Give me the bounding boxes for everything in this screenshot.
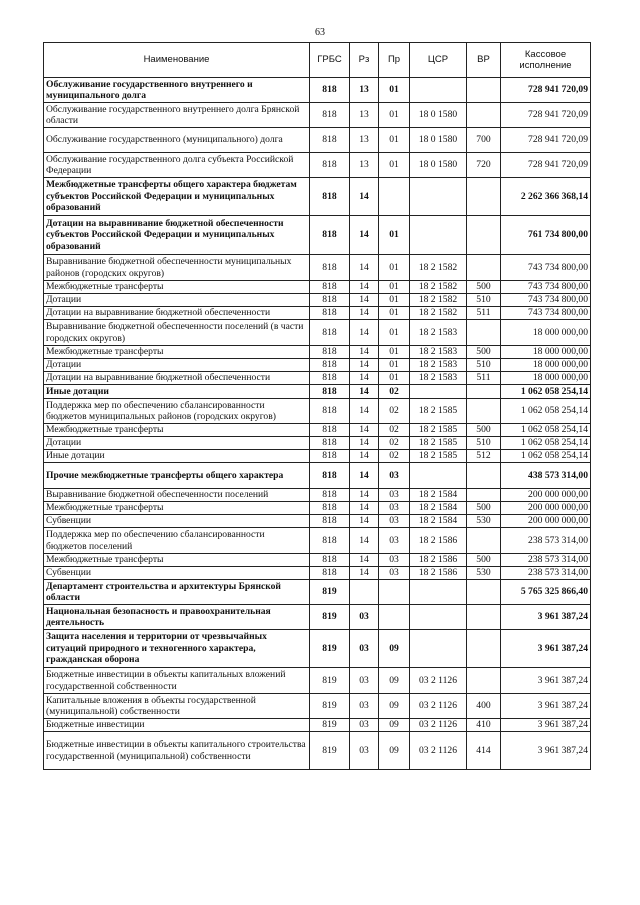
cell-grbs: 819 — [310, 719, 350, 732]
cell-name: Капитальные вложения в объекты государственной (муниципальной) собственности — [44, 694, 310, 719]
cell-rz: 14 — [350, 294, 379, 307]
table-row — [44, 605, 591, 630]
cell-pr: 01 — [379, 216, 410, 255]
cell-amount: 18 000 000,00 — [501, 359, 591, 372]
cell-csr: 18 2 1582 — [410, 307, 467, 320]
cell-rz: 14 — [350, 450, 379, 463]
cell-amount: 18 000 000,00 — [501, 320, 591, 346]
header-csr: ЦСР — [410, 43, 467, 78]
table-row — [44, 385, 591, 399]
cell-amount: 743 734 800,00 — [501, 294, 591, 307]
cell-grbs: 819 — [310, 630, 350, 668]
cell-amount: 238 573 314,00 — [501, 554, 591, 567]
cell-csr — [410, 463, 467, 489]
cell-pr — [379, 178, 410, 216]
cell-grbs: 818 — [310, 281, 350, 294]
header-amount: Кассовое исполнение — [501, 43, 591, 78]
cell-amount: 1 062 058 254,14 — [501, 437, 591, 450]
cell-csr: 03 2 1126 — [410, 694, 467, 719]
cell-name: Субвенции — [44, 567, 310, 580]
cell-rz: 13 — [350, 103, 379, 128]
cell-grbs: 818 — [310, 178, 350, 216]
cell-vr: 500 — [467, 281, 501, 294]
cell-pr: 03 — [379, 463, 410, 489]
cell-pr: 09 — [379, 668, 410, 694]
cell-grbs: 818 — [310, 450, 350, 463]
cell-vr: 510 — [467, 359, 501, 372]
table-row — [44, 399, 591, 424]
table-row — [44, 320, 591, 346]
cell-csr — [410, 630, 467, 668]
cell-pr: 01 — [379, 128, 410, 153]
cell-csr: 03 2 1126 — [410, 719, 467, 732]
cell-csr — [410, 580, 467, 605]
cell-name: Иные дотации — [44, 450, 310, 463]
cell-name: Дотации — [44, 437, 310, 450]
cell-amount: 1 062 058 254,14 — [501, 399, 591, 424]
cell-amount: 3 961 387,24 — [501, 605, 591, 630]
cell-amount: 238 573 314,00 — [501, 567, 591, 580]
table-row — [44, 281, 591, 294]
cell-amount: 728 941 720,09 — [501, 103, 591, 128]
cell-amount: 200 000 000,00 — [501, 502, 591, 515]
cell-pr — [379, 580, 410, 605]
cell-grbs: 818 — [310, 320, 350, 346]
cell-rz — [350, 580, 379, 605]
cell-pr: 02 — [379, 424, 410, 437]
cell-vr: 414 — [467, 732, 501, 770]
cell-rz: 14 — [350, 385, 379, 399]
cell-amount: 743 734 800,00 — [501, 255, 591, 281]
cell-name: Дотации — [44, 294, 310, 307]
cell-pr: 03 — [379, 489, 410, 502]
cell-rz: 03 — [350, 605, 379, 630]
table-row — [44, 528, 591, 554]
cell-rz: 03 — [350, 668, 379, 694]
cell-vr: 500 — [467, 424, 501, 437]
cell-rz: 14 — [350, 255, 379, 281]
cell-name: Обслуживание государственного долга субъекта Российской Федерации — [44, 153, 310, 178]
cell-rz: 03 — [350, 694, 379, 719]
cell-grbs: 818 — [310, 463, 350, 489]
cell-vr — [467, 399, 501, 424]
cell-grbs: 819 — [310, 732, 350, 770]
cell-amount: 728 941 720,09 — [501, 128, 591, 153]
cell-vr: 511 — [467, 372, 501, 385]
cell-csr: 18 2 1585 — [410, 437, 467, 450]
cell-rz: 14 — [350, 178, 379, 216]
table-row — [44, 502, 591, 515]
cell-amount: 743 734 800,00 — [501, 281, 591, 294]
cell-rz: 14 — [350, 346, 379, 359]
cell-csr: 18 2 1584 — [410, 489, 467, 502]
cell-vr — [467, 103, 501, 128]
cell-name: Защита населения и территории от чрезвычайных ситуаций природного и техногенного характера, гражданская оборона — [44, 630, 310, 668]
cell-grbs: 818 — [310, 437, 350, 450]
cell-vr — [467, 255, 501, 281]
cell-grbs: 819 — [310, 694, 350, 719]
cell-vr — [467, 580, 501, 605]
table-row — [44, 255, 591, 281]
cell-pr: 02 — [379, 450, 410, 463]
cell-grbs: 818 — [310, 128, 350, 153]
cell-amount: 200 000 000,00 — [501, 489, 591, 502]
cell-csr: 18 0 1580 — [410, 128, 467, 153]
cell-grbs: 818 — [310, 153, 350, 178]
cell-csr — [410, 78, 467, 103]
cell-name: Дотации на выравнивание бюджетной обеспеченности — [44, 372, 310, 385]
cell-csr: 18 2 1582 — [410, 294, 467, 307]
cell-pr: 02 — [379, 437, 410, 450]
cell-vr — [467, 216, 501, 255]
cell-amount: 1 062 058 254,14 — [501, 385, 591, 399]
cell-rz: 03 — [350, 630, 379, 668]
table-row — [44, 103, 591, 128]
table-row — [44, 694, 591, 719]
cell-csr — [410, 605, 467, 630]
cell-pr: 01 — [379, 307, 410, 320]
cell-name: Обслуживание государственного (муниципального) долга — [44, 128, 310, 153]
cell-csr: 18 2 1584 — [410, 515, 467, 528]
cell-grbs: 818 — [310, 255, 350, 281]
cell-pr: 02 — [379, 399, 410, 424]
cell-csr: 18 2 1586 — [410, 528, 467, 554]
cell-amount: 3 961 387,24 — [501, 668, 591, 694]
table-row — [44, 216, 591, 255]
cell-vr — [467, 78, 501, 103]
cell-rz: 14 — [350, 489, 379, 502]
cell-csr: 18 2 1583 — [410, 346, 467, 359]
cell-vr — [467, 320, 501, 346]
cell-amount: 2 262 366 368,14 — [501, 178, 591, 216]
cell-name: Межбюджетные трансферты — [44, 346, 310, 359]
cell-csr: 03 2 1126 — [410, 732, 467, 770]
cell-name: Выравнивание бюджетной обеспеченности муниципальных районов (городских округов) — [44, 255, 310, 281]
cell-name: Обслуживание государственного внутреннего долга Брянской области — [44, 103, 310, 128]
table-row — [44, 567, 591, 580]
table-row — [44, 307, 591, 320]
cell-vr: 500 — [467, 346, 501, 359]
cell-csr — [410, 216, 467, 255]
cell-grbs: 818 — [310, 294, 350, 307]
table-row — [44, 153, 591, 178]
cell-rz: 14 — [350, 463, 379, 489]
cell-vr: 511 — [467, 307, 501, 320]
table-row — [44, 359, 591, 372]
cell-rz: 14 — [350, 515, 379, 528]
cell-name: Выравнивание бюджетной обеспеченности поселений (в части городских округов) — [44, 320, 310, 346]
cell-pr: 03 — [379, 515, 410, 528]
table-row — [44, 78, 591, 103]
cell-amount: 3 961 387,24 — [501, 694, 591, 719]
cell-grbs: 818 — [310, 489, 350, 502]
header-grbs: ГРБС — [310, 43, 350, 78]
cell-grbs: 818 — [310, 78, 350, 103]
cell-rz: 14 — [350, 554, 379, 567]
cell-vr: 720 — [467, 153, 501, 178]
cell-rz: 14 — [350, 399, 379, 424]
cell-pr: 01 — [379, 153, 410, 178]
cell-name: Дотации на выравнивание бюджетной обеспеченности — [44, 307, 310, 320]
cell-pr: 01 — [379, 320, 410, 346]
cell-name: Иные дотации — [44, 385, 310, 399]
cell-pr: 09 — [379, 719, 410, 732]
cell-vr: 510 — [467, 437, 501, 450]
cell-amount: 438 573 314,00 — [501, 463, 591, 489]
cell-grbs: 818 — [310, 502, 350, 515]
cell-grbs: 818 — [310, 528, 350, 554]
cell-name: Дотации на выравнивание бюджетной обеспеченности субъектов Российской Федерации и муниципальных образований — [44, 216, 310, 255]
cell-csr: 03 2 1126 — [410, 668, 467, 694]
cell-name: Департамент строительства и архитектуры Брянской области — [44, 580, 310, 605]
cell-vr: 700 — [467, 128, 501, 153]
table-header-row — [44, 43, 591, 78]
cell-pr: 09 — [379, 630, 410, 668]
table-row — [44, 732, 591, 770]
table-row — [44, 668, 591, 694]
table-row — [44, 580, 591, 605]
table-row — [44, 424, 591, 437]
cell-csr — [410, 385, 467, 399]
cell-name: Межбюджетные трансферты общего характера бюджетам субъектов Российской Федерации и муниципальных образований — [44, 178, 310, 216]
cell-name: Субвенции — [44, 515, 310, 528]
table-row — [44, 489, 591, 502]
cell-grbs: 818 — [310, 399, 350, 424]
cell-name: Бюджетные инвестиции в объекты капитального строительства государственной (муниципальной) собственности — [44, 732, 310, 770]
cell-csr: 18 0 1580 — [410, 103, 467, 128]
table-body — [44, 78, 591, 770]
cell-pr: 01 — [379, 294, 410, 307]
cell-name: Выравнивание бюджетной обеспеченности поселений — [44, 489, 310, 502]
cell-name: Бюджетные инвестиции в объекты капитальных вложений государственной собственности — [44, 668, 310, 694]
cell-name: Бюджетные инвестиции — [44, 719, 310, 732]
cell-grbs: 818 — [310, 346, 350, 359]
cell-rz: 13 — [350, 128, 379, 153]
table-row — [44, 437, 591, 450]
cell-grbs: 818 — [310, 372, 350, 385]
table-row — [44, 178, 591, 216]
cell-csr: 18 2 1585 — [410, 424, 467, 437]
cell-csr: 18 2 1583 — [410, 359, 467, 372]
cell-name: Национальная безопасность и правоохранительная деятельность — [44, 605, 310, 630]
cell-pr: 02 — [379, 385, 410, 399]
cell-rz: 14 — [350, 372, 379, 385]
cell-name: Дотации — [44, 359, 310, 372]
header-rz: Рз — [350, 43, 379, 78]
cell-rz: 03 — [350, 719, 379, 732]
cell-name: Поддержка мер по обеспечению сбалансированности бюджетов муниципальных районов (городских округов) — [44, 399, 310, 424]
cell-rz: 14 — [350, 437, 379, 450]
cell-vr — [467, 178, 501, 216]
cell-vr — [467, 668, 501, 694]
cell-name: Прочие межбюджетные трансферты общего характера — [44, 463, 310, 489]
cell-vr — [467, 528, 501, 554]
header-name: Наименование — [44, 43, 310, 78]
cell-grbs: 818 — [310, 359, 350, 372]
cell-rz: 14 — [350, 424, 379, 437]
cell-grbs: 818 — [310, 424, 350, 437]
table-row — [44, 346, 591, 359]
cell-pr: 01 — [379, 103, 410, 128]
cell-vr: 530 — [467, 567, 501, 580]
cell-amount: 761 734 800,00 — [501, 216, 591, 255]
table-row — [44, 630, 591, 668]
cell-csr: 18 2 1583 — [410, 320, 467, 346]
cell-vr: 500 — [467, 502, 501, 515]
cell-vr: 410 — [467, 719, 501, 732]
cell-csr: 18 2 1585 — [410, 399, 467, 424]
cell-rz: 14 — [350, 502, 379, 515]
cell-rz: 13 — [350, 153, 379, 178]
cell-grbs: 818 — [310, 515, 350, 528]
cell-name: Межбюджетные трансферты — [44, 502, 310, 515]
budget-table — [43, 42, 591, 770]
header-vr: ВР — [467, 43, 501, 78]
cell-rz: 14 — [350, 307, 379, 320]
cell-name: Межбюджетные трансферты — [44, 281, 310, 294]
cell-vr — [467, 605, 501, 630]
table-row — [44, 128, 591, 153]
cell-pr: 01 — [379, 281, 410, 294]
cell-csr: 18 2 1586 — [410, 554, 467, 567]
cell-csr: 18 2 1586 — [410, 567, 467, 580]
cell-amount: 18 000 000,00 — [501, 372, 591, 385]
cell-vr: 512 — [467, 450, 501, 463]
cell-csr: 18 2 1582 — [410, 255, 467, 281]
cell-pr: 01 — [379, 372, 410, 385]
cell-amount: 3 961 387,24 — [501, 630, 591, 668]
cell-rz: 14 — [350, 216, 379, 255]
cell-vr: 530 — [467, 515, 501, 528]
cell-pr: 09 — [379, 694, 410, 719]
cell-amount: 728 941 720,09 — [501, 153, 591, 178]
cell-rz: 14 — [350, 281, 379, 294]
cell-grbs: 818 — [310, 554, 350, 567]
cell-rz: 13 — [350, 78, 379, 103]
cell-amount: 5 765 325 866,40 — [501, 580, 591, 605]
cell-rz: 14 — [350, 320, 379, 346]
table-row — [44, 450, 591, 463]
cell-amount: 728 941 720,09 — [501, 78, 591, 103]
cell-rz: 14 — [350, 359, 379, 372]
cell-name: Поддержка мер по обеспечению сбалансированности бюджетов поселений — [44, 528, 310, 554]
cell-pr: 03 — [379, 554, 410, 567]
cell-pr: 01 — [379, 359, 410, 372]
cell-grbs: 818 — [310, 385, 350, 399]
cell-vr: 500 — [467, 554, 501, 567]
cell-vr — [467, 385, 501, 399]
cell-rz: 14 — [350, 528, 379, 554]
table-row — [44, 719, 591, 732]
cell-pr: 01 — [379, 78, 410, 103]
table-row — [44, 372, 591, 385]
cell-grbs: 818 — [310, 216, 350, 255]
table-row — [44, 463, 591, 489]
cell-pr: 09 — [379, 732, 410, 770]
cell-amount: 3 961 387,24 — [501, 732, 591, 770]
cell-vr — [467, 463, 501, 489]
cell-name: Обслуживание государственного внутреннего и муниципального долга — [44, 78, 310, 103]
cell-rz: 03 — [350, 732, 379, 770]
cell-grbs: 818 — [310, 307, 350, 320]
cell-amount: 18 000 000,00 — [501, 346, 591, 359]
cell-amount: 1 062 058 254,14 — [501, 450, 591, 463]
cell-amount: 743 734 800,00 — [501, 307, 591, 320]
cell-pr: 01 — [379, 346, 410, 359]
cell-name: Межбюджетные трансферты — [44, 554, 310, 567]
cell-grbs: 819 — [310, 668, 350, 694]
cell-csr: 18 0 1580 — [410, 153, 467, 178]
cell-name: Межбюджетные трансферты — [44, 424, 310, 437]
table-row — [44, 554, 591, 567]
cell-csr: 18 2 1585 — [410, 450, 467, 463]
cell-vr — [467, 489, 501, 502]
cell-amount: 200 000 000,00 — [501, 515, 591, 528]
cell-csr: 18 2 1584 — [410, 502, 467, 515]
cell-csr: 18 2 1582 — [410, 281, 467, 294]
cell-pr: 03 — [379, 502, 410, 515]
cell-amount: 3 961 387,24 — [501, 719, 591, 732]
cell-pr: 01 — [379, 255, 410, 281]
header-pr: Пр — [379, 43, 410, 78]
cell-pr: 03 — [379, 528, 410, 554]
cell-csr: 18 2 1583 — [410, 372, 467, 385]
cell-vr: 400 — [467, 694, 501, 719]
cell-amount: 1 062 058 254,14 — [501, 424, 591, 437]
cell-rz: 14 — [350, 567, 379, 580]
cell-pr — [379, 605, 410, 630]
cell-amount: 238 573 314,00 — [501, 528, 591, 554]
cell-grbs: 818 — [310, 103, 350, 128]
cell-grbs: 818 — [310, 567, 350, 580]
cell-grbs: 819 — [310, 580, 350, 605]
cell-grbs: 819 — [310, 605, 350, 630]
table-row — [44, 294, 591, 307]
cell-vr: 510 — [467, 294, 501, 307]
page-number: 63 — [315, 27, 325, 38]
cell-pr: 03 — [379, 567, 410, 580]
cell-vr — [467, 630, 501, 668]
cell-csr — [410, 178, 467, 216]
table-row — [44, 515, 591, 528]
